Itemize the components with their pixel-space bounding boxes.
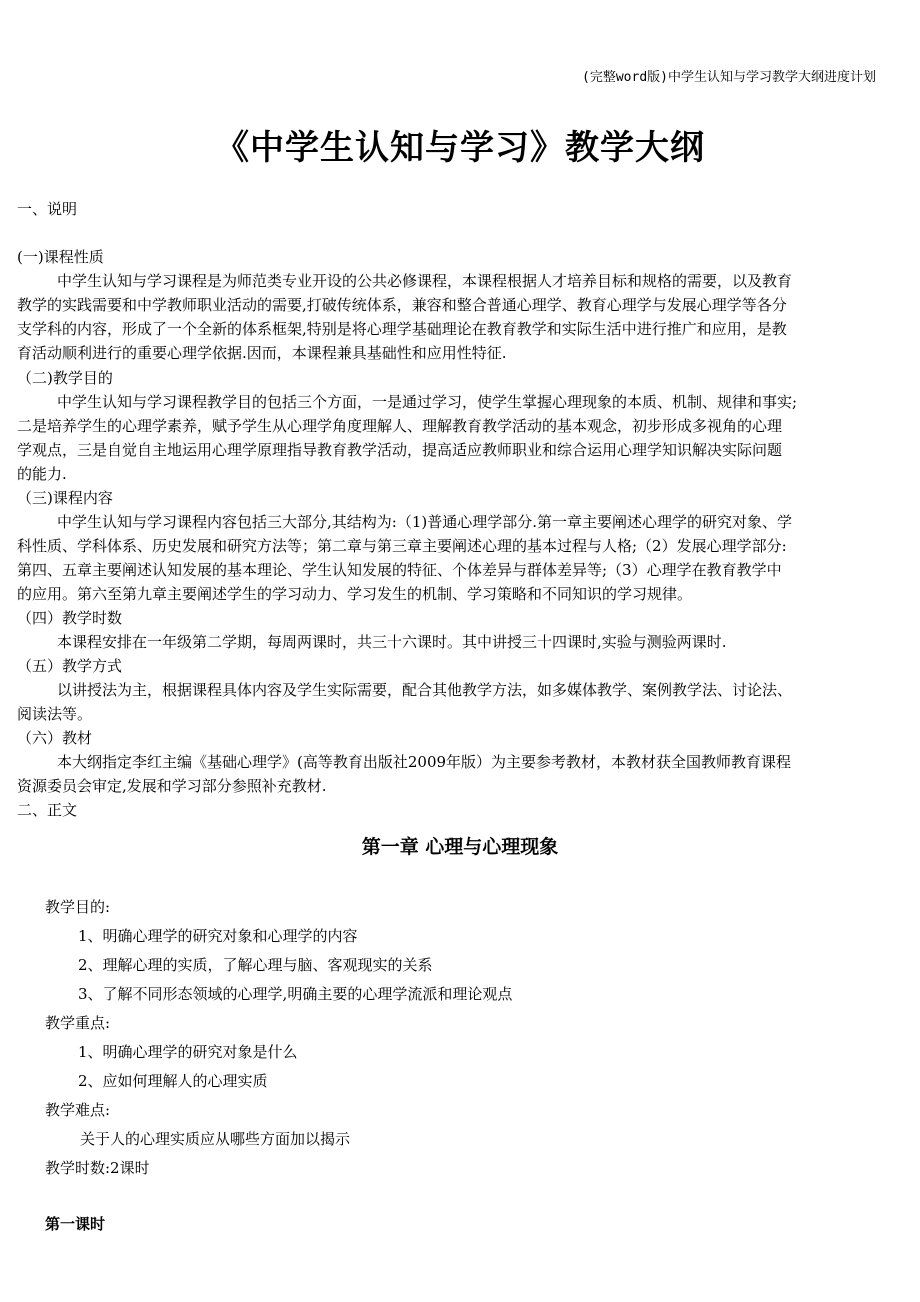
goals-heading: 教学目的: — [45, 898, 111, 916]
paragraph-line: 以讲授法为主，根据课程具体内容及学生实际需要，配合其他教学方法，如多媒体教学、案例教学法、讨论法、 — [57, 681, 793, 699]
lesson-heading: 第一课时 — [45, 1215, 106, 1233]
subsection-heading: （二)教学目的 — [17, 369, 113, 387]
paragraph-line: 的应用。第六至第九章主要阐述学生的学习动力、学习发生的机制、学习策略和不同知识的学习规律。 — [17, 585, 693, 603]
paragraph-line: 本课程安排在一年级第二学期，每周两课时，共三十六课时。其中讲授三十四课时,实验与测验两课时. — [57, 633, 727, 651]
chapter-title: 第一章 心理与心理现象 — [361, 836, 559, 858]
goal-item: 3、了解不同形态领域的心理学,明确主要的心理学流派和理论观点 — [78, 985, 513, 1003]
difficulty-item: 关于人的心理实质应从哪些方面加以揭示 — [80, 1130, 351, 1148]
paragraph-line: 学观点，三是自觉自主地运用心理学原理指导教育教学活动，提高适应教师职业和综合运用心理学知识解决实际问题 — [17, 441, 783, 459]
paragraph-line: 中学生认知与学习课程是为师范类专业开设的公共必修课程，本课程根据人才培养目标和规格的需要，以及教育 — [57, 272, 793, 290]
paragraph-line: 第四、五章主要阐述认知发展的基本理论、学生认知发展的特征、个体差异与群体差异等;（3）心理学在教育教学中 — [17, 561, 782, 579]
paragraph-line: 支学科的内容，形成了一个全新的体系框架,特别是将心理学基础理论在教育教学和实际生活中进行推广和应用，是教 — [17, 320, 787, 338]
goal-item: 1、明确心理学的研究对象和心理学的内容 — [78, 927, 358, 945]
subsection-heading: （六）教材 — [17, 729, 93, 747]
paragraph-line: 本大纲指定李红主编《基础心理学》(高等教育出版社2009年版）为主要参考教材，本教材获全国教师教育课程 — [57, 753, 792, 771]
subsection-heading: (一)课程性质 — [17, 248, 104, 266]
paragraph-line: 二是培养学生的心理学素养，赋予学生从心理学角度理解人、理解教育教学活动的基本观念，初步形成多视角的心理 — [17, 417, 783, 435]
subsection-heading: （五）教学方式 — [17, 657, 123, 675]
paragraph-line: 阅读法等。 — [17, 705, 93, 723]
subsection-heading: （三)课程内容 — [17, 489, 113, 507]
goal-item: 2、理解心理的实质，了解心理与脑、客观现实的关系 — [78, 956, 433, 974]
paragraph-line: 资源委员会审定,发展和学习部分参照补充教材. — [17, 777, 327, 795]
difficulty-heading: 教学难点: — [45, 1101, 111, 1119]
paragraph-line: 中学生认知与学习课程内容包括三大部分,其结构为:（1)普通心理学部分.第一章主要阐述心理学的研究对象、学 — [57, 513, 792, 531]
key-point-item: 2、应如何理解人的心理实质 — [78, 1072, 268, 1090]
paragraph-line: 的能力. — [17, 465, 67, 483]
key-points-heading: 教学重点: — [45, 1014, 111, 1032]
paragraph-line: 中学生认知与学习课程教学目的包括三个方面，一是通过学习，使学生掌握心理现象的本质、机制、规律和事实; — [57, 393, 798, 411]
paragraph-line: 科性质、学科体系、历史发展和研究方法等；第二章与第三章主要阐述心理的基本过程与人格;（2）发展心理学部分: — [17, 537, 787, 555]
teaching-hours: 教学时数:2课时 — [45, 1159, 150, 1177]
subsection-heading: （四）教学时数 — [17, 609, 123, 627]
paragraph-line: 教学的实践需要和中学教师职业活动的需要,打破传统体系，兼容和整合普通心理学、教育心理学与发展心理学等各分 — [17, 296, 787, 314]
page-header: (完整word版)中学生认知与学习教学大纲进度计划 — [582, 70, 876, 85]
section-heading: 二、正文 — [17, 801, 78, 819]
paragraph-line: 育活动顺利进行的重要心理学依据.因而，本课程兼具基础性和应用性特征. — [17, 344, 507, 362]
section-heading: 一、说明 — [17, 200, 78, 218]
document-title: 《中学生认知与学习》教学大纲 — [215, 128, 705, 168]
key-point-item: 1、明确心理学的研究对象是什么 — [78, 1043, 298, 1061]
